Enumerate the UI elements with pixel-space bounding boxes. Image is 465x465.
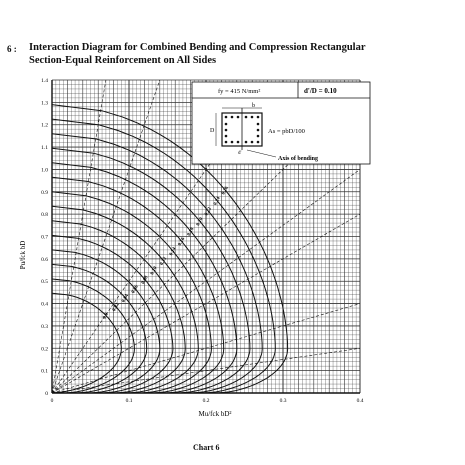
fy-label: fy = 415 N/mm² <box>218 88 261 95</box>
x-tick-label: 0.3 <box>279 398 287 404</box>
curve-label: 0.02 <box>112 302 121 313</box>
y-tick-label: 1.4 <box>41 78 48 84</box>
y-tick-label: 1.2 <box>41 122 48 129</box>
y-tick-label: 0.8 <box>41 212 48 219</box>
y-tick-label: 0.2 <box>41 346 48 353</box>
curve-label: 0.12 <box>159 256 169 267</box>
width-symbol: b <box>252 103 255 109</box>
chart-number: 6 : <box>7 44 17 54</box>
rebar-dot <box>225 129 228 132</box>
x-tick-label: 0.2 <box>202 398 210 404</box>
interaction-curve <box>52 264 147 393</box>
rebar-dot <box>245 141 248 144</box>
rebar-dot <box>237 116 240 119</box>
curve-label: 0.22 <box>204 206 213 217</box>
y-tick-label: 0.3 <box>41 323 48 330</box>
y-tick-label: 0.5 <box>41 279 48 286</box>
curve-label: 0.08 <box>141 275 150 286</box>
rebar-dot <box>225 123 228 126</box>
interaction-curve <box>52 279 134 393</box>
depth-symbol: D <box>210 128 215 134</box>
section-legend-box <box>192 82 370 164</box>
rebar-dot <box>245 116 248 119</box>
y-tick-label: 0.7 <box>41 234 48 241</box>
page-title-line1: Interaction Diagram for Combined Bending and Compression Rectangular <box>29 42 366 53</box>
y-tick-label: 0.9 <box>41 189 48 196</box>
y-tick-label: 0.1 <box>41 368 48 375</box>
rebar-dot <box>257 116 260 119</box>
curve-label: 0.14 <box>169 246 178 257</box>
curve-label: 0.20 <box>196 216 205 228</box>
chart-footer-label: Chart 6 <box>193 443 220 452</box>
rebar-dot <box>225 116 228 119</box>
y-tick-label: 0.6 <box>41 256 48 263</box>
y-tick-label: 1.0 <box>41 167 48 174</box>
rebar-dot <box>257 123 260 126</box>
y-tick-label: 0 <box>45 391 48 397</box>
x-axis-label: Mu/fck bD² <box>198 410 232 418</box>
y-tick-label: 1.3 <box>41 100 48 107</box>
x-tick-label: 0.4 <box>356 398 364 404</box>
rebar-dot <box>251 116 254 119</box>
rebar-dot <box>257 135 260 138</box>
curve-label: 0.16 <box>177 236 187 247</box>
y-axis-label: Pu/fck bD <box>19 240 27 270</box>
rebar-dot <box>257 129 260 132</box>
curve-label: 0.18 <box>186 227 196 238</box>
y-tick-label: 0.4 <box>41 301 48 308</box>
rebar-dot <box>225 141 228 144</box>
page-title-line2: Section-Equal Reinforcement on All Sides <box>29 55 217 66</box>
x-tick-label: 0.1 <box>125 398 133 404</box>
rebar-dot <box>251 141 254 144</box>
rebar-dot <box>257 141 260 144</box>
curve-label: 0.0 <box>102 312 111 321</box>
curve-label: 0.10 <box>150 265 159 277</box>
rebar-dot <box>237 141 240 144</box>
curve-label: 0.06 <box>131 284 140 295</box>
cover-ratio-label: d'/D = 0.10 <box>304 87 337 95</box>
y-tick-label: 1.1 <box>41 145 48 152</box>
axis-of-bending-label: Axis of bending <box>278 156 319 162</box>
cover-symbol: d' <box>238 151 242 156</box>
curve-label: 0.24 <box>213 196 222 207</box>
curve-label: 0.04 <box>121 293 131 304</box>
rebar-dot <box>231 141 234 144</box>
curve-label: 0.26 <box>221 185 230 196</box>
rebar-dot <box>225 135 228 138</box>
curve-labels <box>103 185 230 320</box>
x-tick-label: 0 <box>50 398 54 404</box>
steel-area-label: As = pbD/100 <box>268 128 305 135</box>
rebar-dot <box>231 116 234 119</box>
